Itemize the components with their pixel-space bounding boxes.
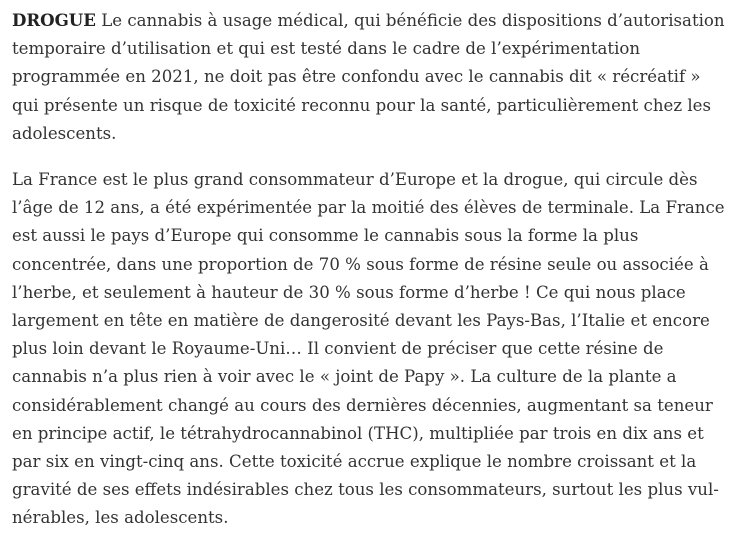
text-line: adolescents. (12, 123, 117, 143)
text-line-content: Le cannabis à usage médical, qui bénéficie des dispositions d’autorisation (95, 11, 725, 30)
text-line: en principe actif, le tétrahydrocannabinol (THC), multipliée par trois en dix ans et (12, 423, 704, 443)
text-line: La France est le plus grand consommateur d’Europe et la drogue, qui circule dès (12, 170, 698, 190)
text-line: largement en tête en matière de dangerosité devant les Pays-Bas, l’Italie et encore (12, 311, 710, 331)
text-line: gravité de ses effets indésirables chez tous les consommateurs, surtout les plus vul- (12, 480, 719, 500)
text-line: nérables, les adolescents. (12, 508, 229, 528)
text-line: est aussi le pays d’Europe qui consomme le cannabis sous la forme la plus (12, 226, 639, 246)
text-line: par six en vingt-cinq ans. Cette toxicité accrue explique le nombre croissant et la (12, 452, 697, 472)
text-line: l’âge de 12 ans, a été expérimentée par la moitié des élèves de terminale. La France (12, 198, 725, 218)
text-line: programmée en 2021, ne doit pas être confondu avec le cannabis dit « récréatif » (12, 67, 701, 87)
text-line: plus loin devant le Royaume-Uni… Il convient de préciser que cette résine de (12, 339, 664, 359)
text-line: considérablement changé au cours des dernières décennies, augmentant sa teneur (12, 395, 713, 415)
text-line: cannabis n’a plus rien à voir avec le « joint de Papy ». La culture de la plante a (12, 367, 677, 387)
text-line: qui présente un risque de toxicité reconnu pour la santé, particulièrement chez les (12, 95, 711, 115)
text-line: concentrée, dans une proportion de 70 % sous forme de résine seule ou associée à (12, 254, 709, 274)
text-line: l’herbe, et seulement à hauteur de 30 % sous forme d’herbe ! Ce qui nous place (12, 282, 686, 302)
text-line: temporaire d’utilisation et qui est testé dans le cadre de l’expérimentation (12, 39, 641, 59)
paragraph-body (12, 166, 728, 533)
text-line (12, 6, 728, 35)
section-kicker: DROGUE (12, 10, 96, 30)
paragraph-intro (12, 6, 728, 148)
article-body (12, 6, 728, 533)
